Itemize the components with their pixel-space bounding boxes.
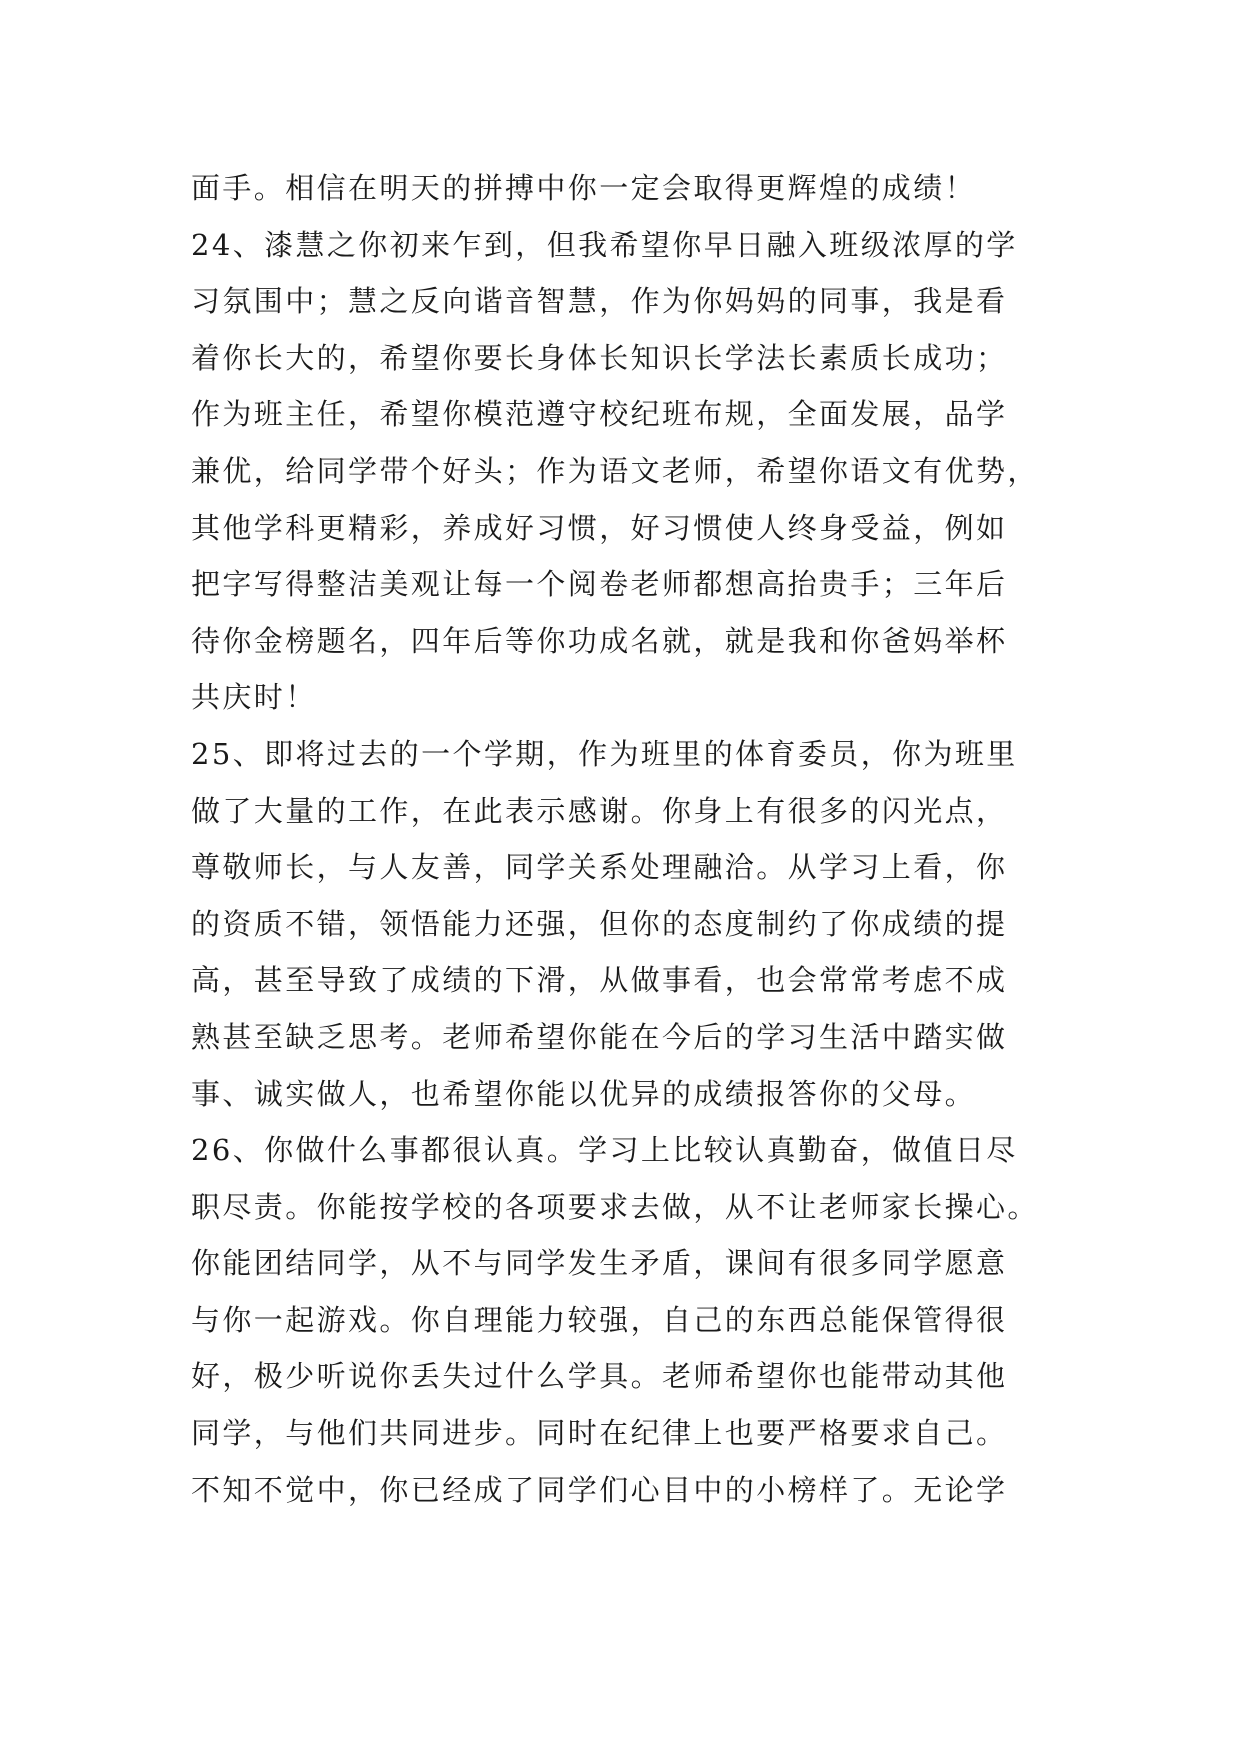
text-line: 把字写得整洁美观让每一个阅卷老师都想高抬贵手；三年后: [191, 567, 1008, 602]
text-line: 的资质不错，领悟能力还强，但你的态度制约了你成绩的提: [191, 906, 1008, 941]
text-line: 不知不觉中，你已经成了同学们心目中的小榜样了。无论学: [191, 1472, 1008, 1507]
text-line: 与你一起游戏。你自理能力较强，自己的东西总能保管得很: [191, 1302, 1008, 1337]
text-line: 同学，与他们共同进步。同时在纪律上也要严格要求自己。: [191, 1416, 1008, 1451]
text-line: 24、漆慧之你初来乍到，但我希望你早日融入班级浓厚的学: [191, 227, 1018, 262]
text-line: 好，极少听说你丢失过什么学具。老师希望你也能带动其他: [191, 1359, 1008, 1394]
body-text: [191, 160, 1071, 1518]
text-line: 兼优，给同学带个好头；作为语文老师，希望你语文有优势，: [191, 453, 1039, 488]
text-line: 着你长大的，希望你要长身体长知识长学法长素质长成功；: [191, 340, 1008, 375]
text-line: 其他学科更精彩，养成好习惯，好习惯使人终身受益，例如: [191, 510, 1008, 545]
text-line: 26、你做什么事都很认真。学习上比较认真勤奋，做值日尽: [191, 1133, 1018, 1168]
text-line: 25、即将过去的一个学期，作为班里的体育委员，你为班里: [191, 736, 1018, 771]
text-line: 高，甚至导致了成绩的下滑，从做事看，也会常常考虑不成: [191, 963, 1008, 998]
text-line: 熟甚至缺乏思考。老师希望你能在今后的学习生活中踏实做: [191, 1019, 1008, 1054]
text-line: 你能团结同学，从不与同学发生矛盾，课间有很多同学愿意: [191, 1246, 1008, 1281]
text-line: 面手。相信在明天的拼搏中你一定会取得更辉煌的成绩！: [191, 171, 977, 205]
text-line: 待你金榜题名，四年后等你功成名就，就是我和你爸妈举杯: [191, 623, 1008, 658]
text-line: 作为班主任，希望你模范遵守校纪班布规，全面发展，品学: [191, 397, 1008, 432]
text-line: 尊敬师长，与人友善，同学关系处理融洽。从学习上看，你: [191, 850, 1008, 885]
text-line: 职尽责。你能按学校的各项要求去做，从不让老师家长操心。: [191, 1189, 1039, 1224]
text-line: 事、诚实做人，也希望你能以优异的成绩报答你的父母。: [191, 1076, 977, 1111]
text-line: 共庆时！: [191, 680, 317, 715]
text-line: 习氛围中；慧之反向谐音智慧，作为你妈妈的同事，我是看: [191, 284, 1008, 319]
text-line: 做了大量的工作，在此表示感谢。你身上有很多的闪光点，: [191, 793, 1008, 828]
